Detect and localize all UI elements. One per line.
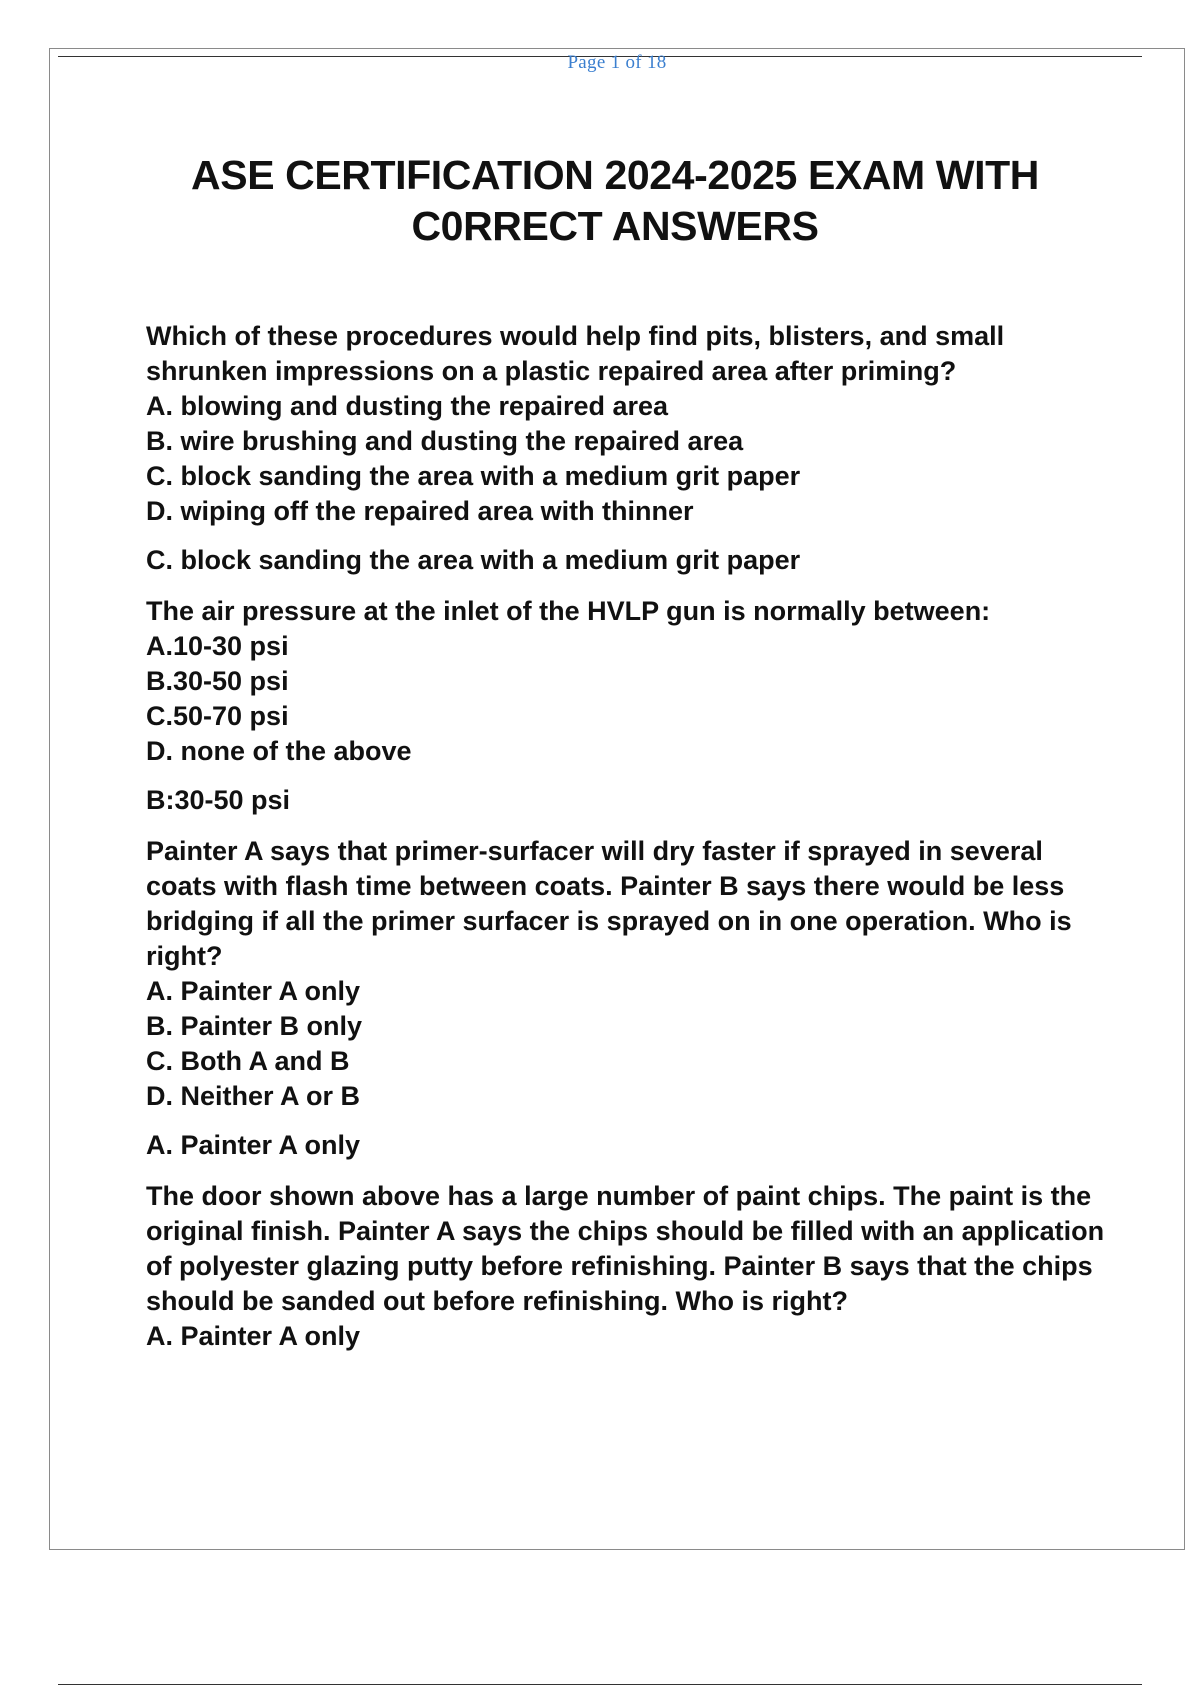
option-d: D. Neither A or B: [146, 1081, 361, 1111]
question-1: [146, 319, 1106, 578]
document-title-line-2: C0RRECT ANSWERS: [411, 203, 819, 249]
option-b: B. Painter B only: [146, 1011, 363, 1041]
option-list: [146, 389, 1106, 529]
question-4: [146, 1179, 1106, 1354]
option-list: [146, 974, 1106, 1114]
question-2: [146, 594, 1106, 818]
document-title-line-1: ASE CERTIFICATION 2024-2025 EXAM WITH: [191, 152, 1039, 198]
document-title: [120, 150, 1110, 252]
option-d: D. none of the above: [146, 736, 412, 766]
option-list: [146, 1319, 1106, 1354]
option-c: C.50-70 psi: [146, 701, 289, 731]
question-text: The air pressure at the inlet of the HVLP gun is normally between:: [146, 596, 991, 626]
option-a: A. Painter A only: [146, 1321, 361, 1351]
option-b: B. wire brushing and dusting the repaired area: [146, 426, 744, 456]
option-c: C. block sanding the area with a medium grit paper: [146, 461, 801, 491]
option-list: [146, 629, 1106, 769]
option-a: A. blowing and dusting the repaired area: [146, 391, 669, 421]
correct-answer: A. Painter A only: [146, 1130, 361, 1160]
option-a: A. Painter A only: [146, 976, 361, 1006]
option-b: B.30-50 psi: [146, 666, 289, 696]
question-text: Which of these procedures would help find pits, blisters, and small shrunken impressions on a plastic repaired area after priming?: [146, 321, 1005, 386]
correct-answer: B:30-50 psi: [146, 785, 291, 815]
option-d: D. wiping off the repaired area with thinner: [146, 496, 694, 526]
question-text: Painter A says that primer-surfacer will dry faster if sprayed in several coats with flash time between coats. Painter B says there would be less bridging if all the primer surfacer is sprayed on in one operation. Who is right?: [146, 836, 1072, 971]
question-3: [146, 834, 1106, 1163]
question-text: The door shown above has a large number of paint chips. The paint is the original finish. Painter A says the chips should be filled with an application of polyester glazing putty before refinishing. Painter B says that the chips should be sanded out before refinishing. Who is right?: [146, 1181, 1105, 1316]
option-c: C. Both A and B: [146, 1046, 350, 1076]
option-a: A.10-30 psi: [146, 631, 289, 661]
page-number: Page 1 of 18: [567, 52, 667, 73]
footer-rule: [58, 1684, 1142, 1685]
correct-answer: C. block sanding the area with a medium grit paper: [146, 545, 801, 575]
question-list: [146, 319, 1106, 1354]
